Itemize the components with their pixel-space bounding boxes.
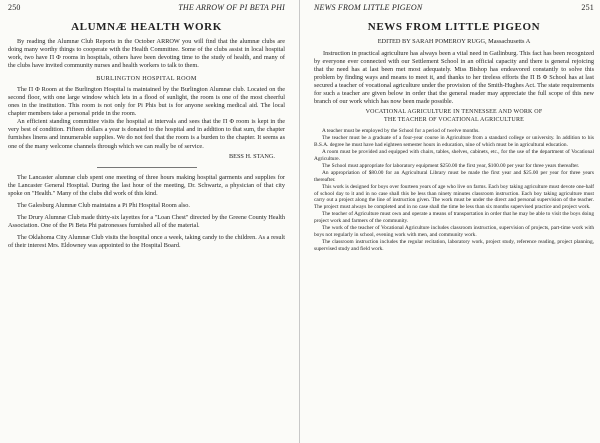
right-running-head-title: NEWS FROM LITTLE PIGEON [314, 3, 423, 12]
byline: EDITED BY SARAH POMEROY RUGG, Massachusetts A [377, 38, 531, 45]
vocational-section-head [314, 109, 594, 125]
intro-paragraph: Instruction in practical agriculture has always been a vital need in Gatlinburg. This fact has been recognized by everyone ever connected with our Settlement School in an official capacity and there is general rejoicing that the need has at last been met most adequately. Miss Bishop has endeavored constantly to solve this problem by finding ways and means to meet it, and thanks to her tireless efforts the Π B Φ School has at last secured a teacher of vocational agriculture under the provision of the Smith-Hughes Act. The state requirements for such a teacher are given below in order that the general reader may appreciate the full scope of this new branch of our work which has now been made possible. [314, 50, 594, 106]
requirement-paragraph: The teacher of Agriculture must own and operate a means of transportation in order that he may be able to visit the boys doing project work and farmers of the community. [314, 211, 594, 225]
right-page-number: 251 [581, 3, 594, 12]
requirement-paragraph: The teacher must be a graduate of a four-year course in Agriculture from a standard college or university. In addition to his B.S.A. degree he must have had eighteen semester hours in education, nine of which must be in agricultural education. [314, 134, 594, 148]
requirement-paragraph: The School must appropriate for laboratory equipment $250.00 the first year, $100.00 per year for three years thereafter. [322, 162, 580, 169]
right-article-title: NEWS FROM LITTLE PIGEON [367, 21, 541, 33]
burlington-paragraph: The Π Φ Room at the Burlington Hospital is maintained by the Burlington Alumnæ club. Located on the second floor, with one large window which lets in a flood of sunlight, the room is one of the most cheerful ones in the institution. This room is not only for Pi Phis but is for anyone seeking medical aid. The local chapter members take a personal pride in the room. [8, 86, 285, 118]
requirements-list [314, 128, 594, 253]
club-paragraph: The Lancaster alumnæ club spent one meeting of three hours making hospital garments and supplies for the Lancaster General Hospital. During the last hour of the meeting, Dr. Schwartz, a physician of that city spoke on "Health." Many of the clubs did work of this kind. [8, 173, 285, 197]
left-page-number: 250 [8, 3, 21, 12]
requirement-paragraph: This work is designed for boys over fourteen years of age who live on farms. Each boy taking agriculture must devote one-half of school day to it and in no case shall this be less than ninety minutes classroom instruction. Each boy taking agriculture must carry out a project along the line of instruction given. The work must be under the direct and personal supervision of the teacher. The project must always be completed and in no case shall the time be less than six months supervised practice and project work. [314, 183, 594, 211]
section-head-line: THE TEACHER OF VOCATIONAL AGRICULTURE [383, 117, 525, 124]
left-running-head [8, 3, 285, 13]
burlington-paragraph: An efficient standing committee visits the hospital at intervals and sees that the Π Φ room is kept in the very best of condition. Fifteen dollars a year is donated to the hospital and in addition to that sum, the chapter furnishes linens and innumerable supplies. We do not feel that the room is a burden to the chapter. It seems as one of the many welcome channels through which we can really be of service. [8, 118, 285, 150]
club-paragraph: The Oklahoma City Alumnæ Club visits the hospital once a week, taking candy to the children. As a result of their interest Mrs. Eldowney was appointed to the Hospital Board. [8, 233, 285, 249]
intro-paragraph: By reading the Alumnæ Club Reports in the October ARROW you will find that the alumnæ clubs are doing many worthy things to cooperate with the Health Committee. Some of the clubs assist in local hospital work, two have Π Φ rooms in hospitals, others have been devoting time to the study of health, and many of the clubs have invited community nurses and health workers to talk to them. [8, 38, 285, 70]
section-head-line: VOCATIONAL AGRICULTURE IN TENNESSEE AND WORK OF [365, 109, 543, 116]
right-page [300, 0, 600, 443]
club-paragraph: The Drury Alumnæ Club made thirty-six layettes for a "Loan Chest" directed by the Greene County Health Association. One of the Pi Beta Phi patronesses furnished all of the material. [8, 213, 285, 229]
left-running-head-title: THE ARROW OF PI BETA PHI [178, 3, 285, 12]
requirement-paragraph: A room must be provided and equipped with chairs, tables, shelves, cabinets, etc., for the use of the department of Vocational Agriculture. [314, 148, 594, 162]
section-divider [97, 167, 197, 168]
signature: BESS H. STANG. [228, 152, 275, 160]
requirement-paragraph: The classroom instruction includes the regular recitation, laboratory work, project study, reference reading, project planning, supervised study and field work. [314, 239, 594, 253]
requirement-paragraph: The work of the teacher of Vocational Agriculture includes classroom instruction, supervision of projects, part-time work with boys not regularly in school, evening work with men, and community work. [314, 225, 594, 239]
club-paragraph: The Galesburg Alumnæ Club maintains a Pi Phi Hospital Room also. [17, 201, 190, 209]
right-running-head [314, 3, 594, 13]
burlington-subhead: BURLINGTON HOSPITAL ROOM [96, 75, 197, 83]
left-article-title: ALUMNÆ HEALTH WORK [71, 21, 222, 33]
requirement-paragraph: An appropriation of $80.00 for an Agricultural Library must be made the first year and $25.00 per year for three years thereafter. [314, 169, 594, 183]
requirement-paragraph: A teacher must be employed by the School for a period of twelve months. [322, 127, 480, 134]
